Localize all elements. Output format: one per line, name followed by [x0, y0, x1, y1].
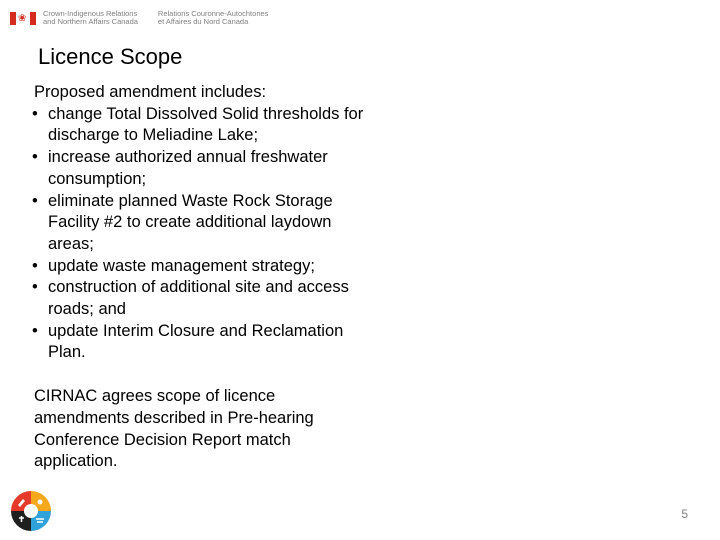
canada-flag-icon: ❀	[10, 12, 36, 25]
four-quadrant-logo-icon	[9, 489, 53, 533]
list-item: • increase authorized annual freshwater consumption;	[32, 148, 328, 188]
page-number: 5	[681, 507, 688, 521]
list-item: • eliminate planned Waste Rock Storage Facility #2 to create additional laydown areas;	[32, 191, 333, 253]
list-item: • construction of additional site and access roads; and	[32, 278, 349, 319]
slide-body	[34, 82, 364, 473]
conclusion-text: CIRNAC agrees scope of licence amendments described in Pre-hearing Conference Decision Report match application.	[34, 387, 314, 471]
intro-text: Proposed amendment includes:	[34, 83, 267, 101]
list-item: • change Total Dissolved Solid thresholds for discharge to Meliadine Lake;	[32, 104, 364, 145]
slide-title: Licence Scope	[38, 44, 183, 69]
list-item: • update waste management strategy;	[32, 256, 315, 275]
department-name-french: Relations Couronne-Autochtones et Affaires du Nord Canada	[157, 8, 269, 26]
list-item: • update Interim Closure and Reclamation Plan.	[32, 321, 344, 362]
header-banner	[10, 9, 268, 27]
amendment-list	[34, 104, 364, 364]
department-name-english: Crown-Indigenous Relations and Northern Affairs Canada	[43, 8, 138, 26]
